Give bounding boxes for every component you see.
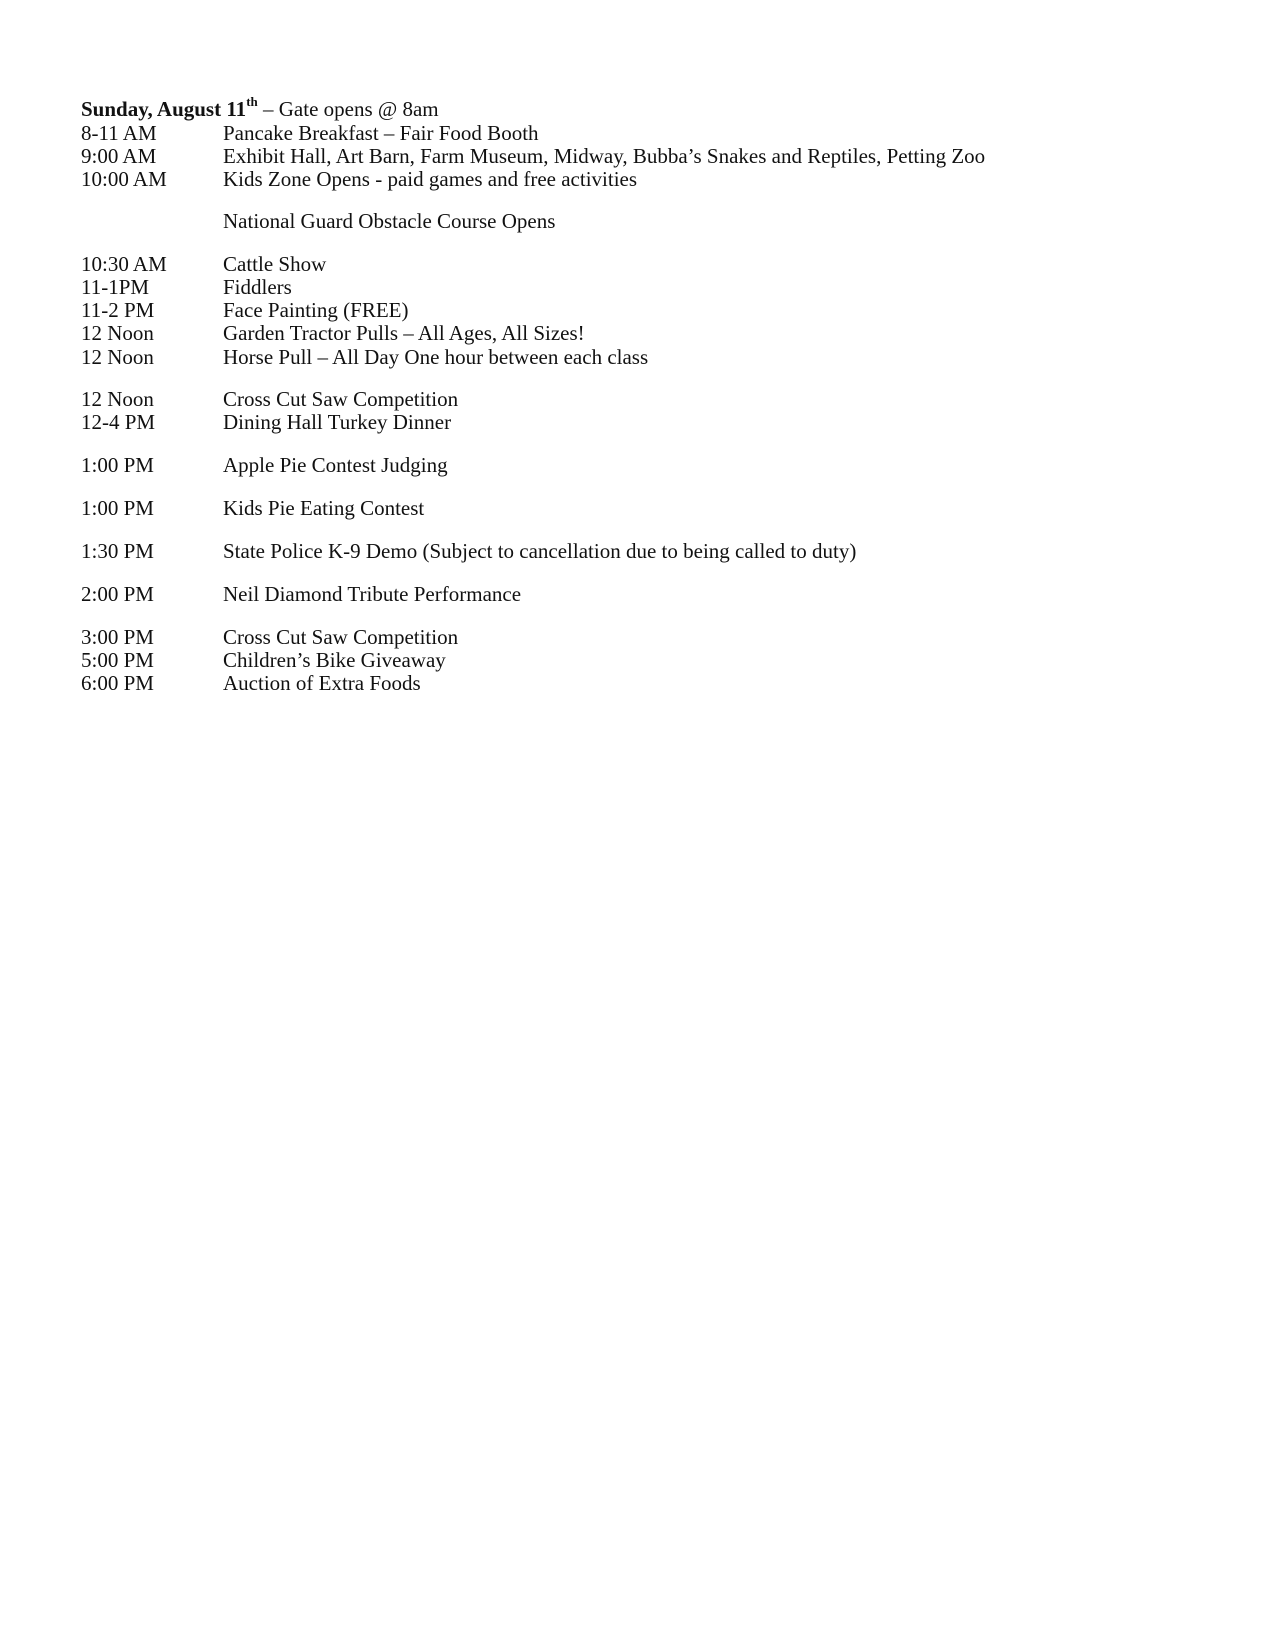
schedule-row <box>0 454 1275 477</box>
schedule-event: Children’s Bike Giveaway <box>223 648 446 672</box>
schedule-row <box>0 276 1275 299</box>
schedule-row <box>0 411 1275 434</box>
schedule-time: 11-2 PM <box>81 298 155 322</box>
heading-day-suffix: th <box>246 94 258 109</box>
schedule-event: Cross Cut Saw Competition <box>223 625 459 649</box>
heading-day <box>81 94 258 121</box>
schedule-event: Fiddlers <box>223 275 292 299</box>
schedule-heading <box>81 94 439 121</box>
schedule-row <box>0 168 1275 191</box>
schedule-event: Exhibit Hall, Art Barn, Farm Museum, Midway, Bubba’s Snakes and Reptiles, Petting Zoo <box>223 144 986 168</box>
schedule-row <box>0 497 1275 520</box>
schedule-event: State Police K-9 Demo (Subject to cancellation due to being called to duty) <box>223 539 857 563</box>
schedule-event: Apple Pie Contest Judging <box>223 453 448 477</box>
schedule-time: 10:30 AM <box>81 252 167 276</box>
schedule-row <box>0 322 1275 345</box>
schedule-row <box>0 145 1275 168</box>
schedule-time: 2:00 PM <box>81 582 154 606</box>
schedule-event: Kids Pie Eating Contest <box>223 496 425 520</box>
schedule-event: Pancake Breakfast – Fair Food Booth <box>223 121 539 145</box>
schedule-time: 11-1PM <box>81 275 150 299</box>
schedule-row <box>0 299 1275 322</box>
schedule-event: Kids Zone Opens - paid games and free activities <box>223 167 638 191</box>
schedule-time: 12 Noon <box>81 321 154 345</box>
schedule-time: 1:00 PM <box>81 453 154 477</box>
schedule-row <box>0 388 1275 411</box>
schedule-event: Auction of Extra Foods <box>223 671 421 695</box>
schedule-time: 3:00 PM <box>81 625 154 649</box>
schedule-event: Horse Pull – All Day One hour between each class <box>223 345 649 369</box>
schedule-event: Face Painting (FREE) <box>223 298 409 322</box>
schedule-time: 8-11 AM <box>81 121 157 145</box>
schedule-row <box>0 649 1275 672</box>
schedule-time: 1:00 PM <box>81 496 154 520</box>
heading-day-text: Sunday, August 11 <box>81 97 247 121</box>
schedule-event: National Guard Obstacle Course Opens <box>223 209 556 233</box>
schedule-time: 9:00 AM <box>81 144 157 168</box>
schedule-row <box>0 626 1275 649</box>
schedule-row <box>0 122 1275 145</box>
schedule-time: 12 Noon <box>81 387 154 411</box>
schedule-time: 6:00 PM <box>81 671 154 695</box>
schedule-time: 12-4 PM <box>81 410 156 434</box>
schedule-row <box>0 210 1275 233</box>
schedule-row <box>0 346 1275 369</box>
schedule-event: Garden Tractor Pulls – All Ages, All Sizes! <box>223 321 585 345</box>
schedule-event: Dining Hall Turkey Dinner <box>223 410 452 434</box>
schedule-time: 5:00 PM <box>81 648 154 672</box>
schedule-event: Cross Cut Saw Competition <box>223 387 459 411</box>
schedule-event: Cattle Show <box>223 252 327 276</box>
schedule-time: 1:30 PM <box>81 539 154 563</box>
schedule-row <box>0 253 1275 276</box>
schedule-time: 10:00 AM <box>81 167 167 191</box>
schedule-row <box>0 672 1275 695</box>
schedule-row <box>0 540 1275 563</box>
heading-gate-info: – Gate opens @ 8am <box>257 97 439 121</box>
schedule-time: 12 Noon <box>81 345 154 369</box>
schedule-row <box>0 583 1275 606</box>
schedule-event: Neil Diamond Tribute Performance <box>223 582 522 606</box>
